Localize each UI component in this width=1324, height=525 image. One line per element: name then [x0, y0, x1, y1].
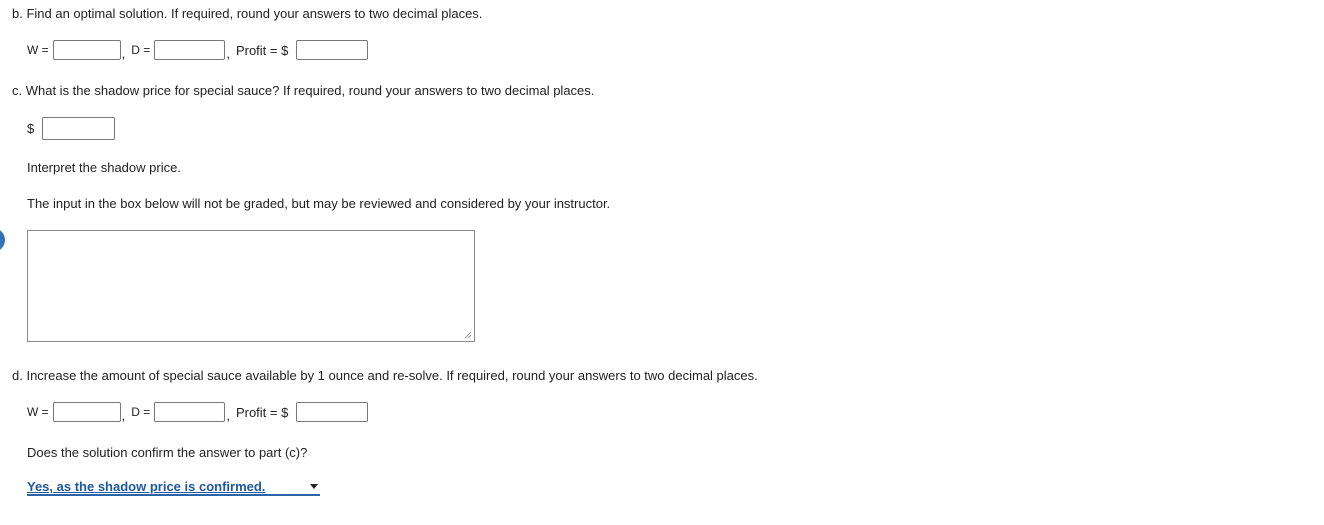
selected-option-label: Yes, as the shadow price is confirmed.	[27, 479, 266, 494]
w-label: W =	[27, 405, 49, 419]
comma-separator: ,	[226, 45, 230, 61]
confirm-answer-select[interactable]	[27, 479, 320, 496]
d-input[interactable]	[154, 402, 225, 422]
part-d-answer-row	[27, 402, 368, 422]
interpretation-textarea[interactable]	[27, 230, 475, 342]
w-input[interactable]	[53, 40, 121, 60]
part-d-question: d. Increase the amount of special sauce available by 1 ounce and re-solve. If required, round your answers to two decimal places.	[12, 368, 758, 383]
currency-symbol: $	[27, 121, 35, 136]
focus-marker	[0, 228, 5, 252]
part-b-answer-row	[27, 40, 368, 60]
d-input[interactable]	[154, 40, 225, 60]
comma-separator: ,	[226, 407, 230, 423]
d-label: D =	[131, 43, 151, 57]
w-input[interactable]	[53, 402, 121, 422]
resize-handle-icon[interactable]	[464, 331, 472, 339]
interpret-prompt: Interpret the shadow price.	[27, 160, 181, 175]
comma-separator: ,	[121, 407, 126, 423]
d-label: D =	[131, 405, 151, 419]
part-b-question: b. Find an optimal solution. If required, round your answers to two decimal places.	[12, 6, 483, 21]
shadow-price-row	[27, 117, 115, 140]
profit-input[interactable]	[296, 402, 368, 422]
ungraded-note: The input in the box below will not be graded, but may be reviewed and considered by your instructor.	[27, 196, 611, 211]
profit-input[interactable]	[296, 40, 368, 60]
confirm-question: Does the solution confirm the answer to part (c)?	[27, 445, 308, 460]
profit-label: Profit = $	[235, 42, 289, 58]
w-label: W =	[27, 43, 49, 57]
comma-separator: ,	[121, 45, 126, 61]
profit-label: Profit = $	[235, 404, 289, 420]
part-c-question: c. What is the shadow price for special sauce? If required, round your answers to two decimal places.	[12, 83, 595, 98]
chevron-down-icon	[310, 484, 318, 489]
shadow-price-input[interactable]	[42, 117, 115, 140]
